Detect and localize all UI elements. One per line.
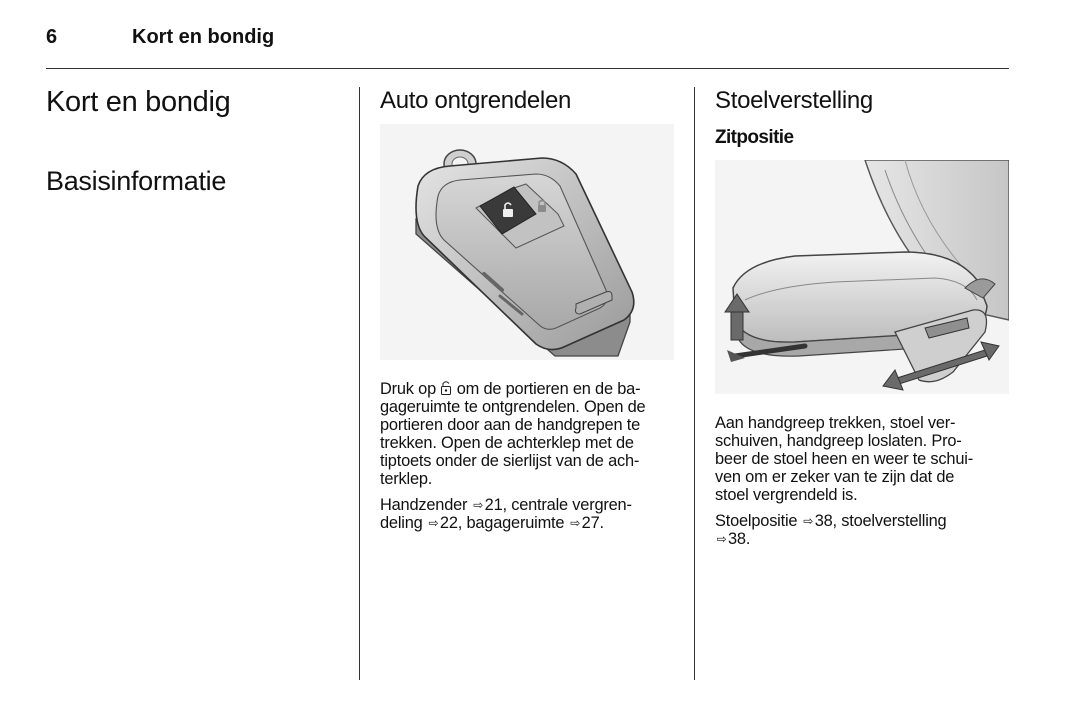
reference-arrow-icon: ⇨ (570, 516, 581, 530)
page-reference-link[interactable]: 38 (814, 512, 833, 530)
reference-arrow-icon: ⇨ (473, 498, 484, 512)
reference-text: , bagageruimte (457, 514, 565, 532)
section-heading-seat: Stoelverstelling (715, 87, 873, 114)
reference-arrow-icon: ⇨ (716, 532, 727, 546)
instruction-line: gageruimte te ontgrendelen. Open de (380, 398, 646, 416)
instruction-line: stoel vergrendeld is. (715, 486, 858, 504)
page-reference-link[interactable]: 22 (439, 514, 458, 532)
instruction-line: portieren door aan de handgrepen te (380, 416, 641, 434)
section-title: Basisinformatie (46, 166, 227, 196)
instruction-line: Aan handgreep trekken, stoel ver- (715, 414, 956, 432)
reference-text: , stoelverstelling (832, 512, 947, 530)
page-number: 6 (46, 26, 58, 48)
column-divider-2 (694, 87, 695, 680)
car-key-figure (380, 124, 674, 360)
seat-instructions (715, 414, 1009, 504)
seat-references (715, 512, 1009, 548)
seat-adjust-icon (715, 160, 1009, 394)
section-heading-unlock: Auto ontgrendelen (380, 87, 572, 114)
unlock-references (380, 496, 676, 532)
unlock-instructions (380, 380, 676, 488)
column-3 (715, 85, 1009, 548)
instruction-line: schuiven, handgreep loslaten. Pro- (715, 432, 962, 450)
reference-arrow-icon: ⇨ (428, 516, 439, 530)
reference-arrow-icon: ⇨ (803, 514, 814, 528)
subheading-seat-position: Zitpositie (715, 127, 794, 148)
instruction-line: beer de stoel heen en weer te schui- (715, 450, 973, 468)
reference-text: . (745, 530, 751, 548)
page-reference-link[interactable]: 21 (484, 496, 503, 514)
unlock-icon (440, 380, 452, 396)
reference-text: deling (380, 514, 423, 532)
reference-text: , centrale vergren- (502, 496, 632, 514)
page-reference-link[interactable]: 27 (581, 514, 600, 532)
chapter-title: Kort en bondig (46, 86, 231, 118)
instruction-line: ven om er zeker van te zijn dat de (715, 468, 955, 486)
seat-figure (715, 160, 1009, 394)
page-reference-link[interactable]: 38 (728, 530, 746, 548)
reference-text: . (599, 514, 604, 532)
car-key-icon (380, 124, 674, 360)
header-rule (46, 68, 1009, 69)
reference-text: Handzender (380, 496, 468, 514)
instruction-line: tiptoets onder de sierlijst van de ach- (380, 452, 640, 470)
column-divider-1 (359, 87, 360, 680)
instruction-line: trekken. Open de achterklep met de (380, 434, 634, 452)
instruction-text-start: Druk op (380, 380, 436, 398)
reference-text: Stoelpositie (715, 512, 798, 530)
instruction-line: terklep. (380, 470, 433, 488)
running-head: Kort en bondig (132, 26, 275, 48)
column-1 (46, 84, 346, 198)
column-2 (380, 85, 676, 532)
instruction-text-end: om de portieren en de ba- (456, 380, 641, 398)
